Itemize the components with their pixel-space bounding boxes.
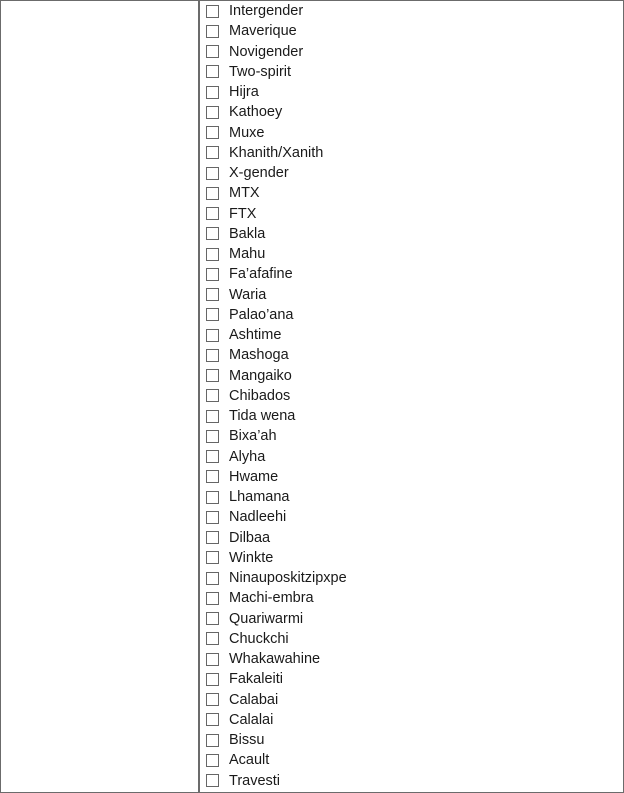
option-item[interactable] (206, 487, 616, 507)
checkbox[interactable] (206, 511, 219, 524)
option-label: Novigender (229, 43, 304, 60)
option-item[interactable] (206, 447, 616, 467)
option-label: Chuckchi (229, 630, 289, 647)
option-item[interactable] (206, 629, 616, 649)
option-item[interactable] (206, 771, 616, 791)
checkbox[interactable] (206, 126, 219, 139)
option-label: Quariwarmi (229, 610, 304, 627)
checkbox[interactable] (206, 551, 219, 564)
option-label: Alyha (229, 448, 266, 465)
option-item[interactable] (206, 305, 616, 325)
option-label: Whakawahine (229, 651, 321, 668)
checkbox[interactable] (206, 430, 219, 443)
checkbox[interactable] (206, 470, 219, 483)
checkbox[interactable] (206, 389, 219, 402)
option-item[interactable] (206, 183, 616, 203)
option-label: Hijra (229, 84, 259, 101)
option-item[interactable] (206, 102, 616, 122)
checkbox[interactable] (206, 491, 219, 504)
option-label: Travesti (229, 772, 281, 789)
checkbox[interactable] (206, 187, 219, 200)
checkbox[interactable] (206, 329, 219, 342)
option-label: Mashoga (229, 347, 289, 364)
option-label: Lhamana (229, 489, 290, 506)
option-label: Calalai (229, 711, 274, 728)
option-item[interactable] (206, 568, 616, 588)
option-item[interactable] (206, 1, 616, 21)
option-label: Ninauposkitzipxpe (229, 570, 347, 587)
checkbox[interactable] (206, 673, 219, 686)
checkbox[interactable] (206, 86, 219, 99)
option-item[interactable] (206, 426, 616, 446)
option-item[interactable] (206, 669, 616, 689)
option-label: Calabai (229, 691, 279, 708)
checkbox[interactable] (206, 268, 219, 281)
option-label: Kathoey (229, 104, 283, 121)
option-item[interactable] (206, 123, 616, 143)
option-item[interactable] (206, 507, 616, 527)
checkbox[interactable] (206, 106, 219, 119)
gender-options-list (206, 1, 616, 791)
checkbox[interactable] (206, 5, 219, 18)
checkbox[interactable] (206, 288, 219, 301)
option-label: Maverique (229, 23, 297, 40)
checkbox[interactable] (206, 531, 219, 544)
option-item[interactable] (206, 406, 616, 426)
option-label: Machi-embra (229, 590, 314, 607)
option-item[interactable] (206, 224, 616, 244)
option-label: Bissu (229, 732, 265, 749)
option-label: FTX (229, 205, 257, 222)
checkbox[interactable] (206, 410, 219, 423)
option-item[interactable] (206, 244, 616, 264)
checkbox[interactable] (206, 167, 219, 180)
checkbox[interactable] (206, 572, 219, 585)
option-item[interactable] (206, 467, 616, 487)
option-item[interactable] (206, 143, 616, 163)
checkbox[interactable] (206, 693, 219, 706)
option-item[interactable] (206, 345, 616, 365)
option-item[interactable] (206, 386, 616, 406)
option-label: Waria (229, 286, 267, 303)
checkbox[interactable] (206, 207, 219, 220)
checkbox[interactable] (206, 713, 219, 726)
option-item[interactable] (206, 264, 616, 284)
option-label: Tida wena (229, 408, 296, 425)
option-label: X-gender (229, 165, 289, 182)
checkbox[interactable] (206, 369, 219, 382)
option-item[interactable] (206, 325, 616, 345)
empty-label-cell (1, 1, 200, 792)
option-item[interactable] (206, 609, 616, 629)
option-label: Winkte (229, 549, 274, 566)
option-label: Dilbaa (229, 529, 271, 546)
option-label: Bakla (229, 225, 266, 242)
checkbox[interactable] (206, 308, 219, 321)
checkbox[interactable] (206, 450, 219, 463)
option-label: Fa’afafine (229, 266, 293, 283)
option-item[interactable] (206, 730, 616, 750)
checkbox[interactable] (206, 248, 219, 261)
option-item[interactable] (206, 62, 616, 82)
option-item[interactable] (206, 21, 616, 41)
option-label: Acault (229, 752, 270, 769)
option-label: Ashtime (229, 327, 282, 344)
option-item[interactable] (206, 649, 616, 669)
option-item[interactable] (206, 82, 616, 102)
option-item[interactable] (206, 366, 616, 386)
option-item[interactable] (206, 710, 616, 730)
checkbox[interactable] (206, 734, 219, 747)
option-label: Palao’ana (229, 306, 294, 323)
option-label: Chibados (229, 387, 291, 404)
option-label: Mahu (229, 246, 266, 263)
checkbox[interactable] (206, 612, 219, 625)
checkbox[interactable] (206, 45, 219, 58)
option-label: Intergender (229, 3, 304, 20)
option-label: Nadleehi (229, 509, 287, 526)
option-label: Two-spirit (229, 63, 292, 80)
checkbox[interactable] (206, 754, 219, 767)
option-label: Hwame (229, 468, 279, 485)
option-item[interactable] (206, 285, 616, 305)
checkbox[interactable] (206, 349, 219, 362)
option-label: Khanith/Xanith (229, 144, 324, 161)
option-item[interactable] (206, 163, 616, 183)
option-label: Bixa’ah (229, 428, 277, 445)
checkbox[interactable] (206, 592, 219, 605)
option-item[interactable] (206, 750, 616, 770)
checkbox[interactable] (206, 65, 219, 78)
option-label: Mangaiko (229, 367, 292, 384)
checkbox[interactable] (206, 25, 219, 38)
checkbox[interactable] (206, 774, 219, 787)
option-item[interactable] (206, 42, 616, 62)
checkbox[interactable] (206, 146, 219, 159)
option-item[interactable] (206, 690, 616, 710)
option-item[interactable] (206, 528, 616, 548)
checkbox[interactable] (206, 632, 219, 645)
checkbox[interactable] (206, 227, 219, 240)
option-item[interactable] (206, 548, 616, 568)
option-label: Fakaleiti (229, 671, 283, 688)
option-item[interactable] (206, 588, 616, 608)
checkbox[interactable] (206, 653, 219, 666)
option-item[interactable] (206, 204, 616, 224)
option-label: Muxe (229, 124, 265, 141)
option-label: MTX (229, 185, 260, 202)
